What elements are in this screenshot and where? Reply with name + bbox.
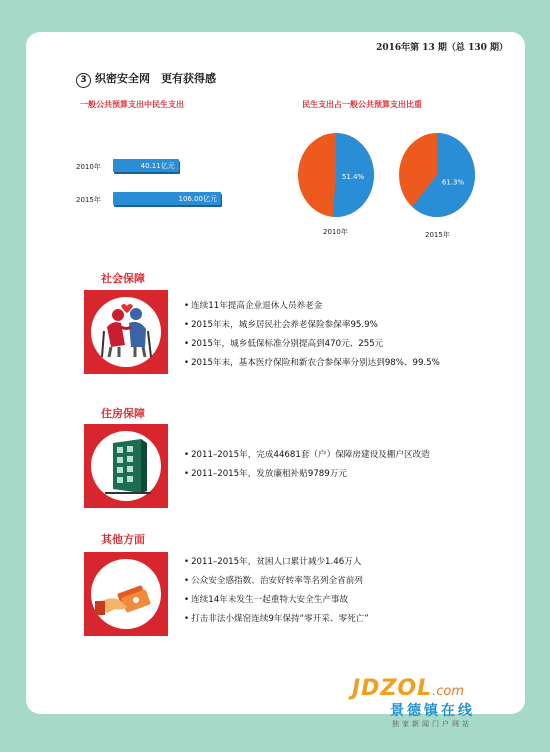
pie-year-2015: 2015年	[425, 231, 450, 239]
pie-2015	[395, 131, 479, 219]
elderly-couple-icon	[91, 297, 161, 367]
housing-icon-box	[84, 424, 168, 508]
category-title-social: 社会保障	[101, 272, 145, 285]
category-title-other: 其他方面	[101, 533, 145, 546]
building-icon	[91, 431, 161, 501]
bar-label-2010: 40.11亿元	[140, 162, 175, 170]
social-security-list	[184, 297, 440, 373]
watermark-domain: .com	[432, 684, 465, 699]
other-list	[184, 553, 369, 629]
bar-label-2015: 106.00亿元	[178, 195, 217, 203]
right-chart-subtitle: 民生支出占一般公共预算支出比重	[302, 100, 422, 109]
list-item: • 2015年末，基本医疗保险和新农合参保率分别达到98%、99.5%	[184, 354, 440, 373]
list-item: • 2015年末，城乡居民社会养老保险参保率95.9%	[184, 316, 440, 335]
section-title	[76, 70, 216, 88]
watermark-tagline: 独家新闻门户网站	[392, 720, 472, 728]
list-item: • 2015年，城乡低保标准分别提高到470元、255元	[184, 335, 440, 354]
page-card	[26, 32, 525, 714]
housing-list	[184, 446, 430, 484]
section-title-text: 织密安全网 更有获得感	[95, 72, 216, 85]
pie-label: 51.4%	[341, 172, 365, 181]
watermark-logo	[352, 676, 475, 728]
other-icon-box	[84, 552, 168, 636]
bar-2015	[113, 192, 221, 205]
section-number: 3	[76, 73, 91, 88]
left-chart-subtitle: 一般公共预算支出中民生支出	[80, 100, 184, 109]
bar-year-2015: 2015年	[76, 196, 101, 204]
bar-2010	[113, 159, 179, 172]
pie-2010	[294, 131, 378, 219]
hand-money-icon	[91, 559, 161, 629]
watermark-logo-text: JDZOL	[352, 676, 433, 701]
bar-year-2010: 2010年	[76, 163, 101, 171]
list-item: • 2011–2015年，完成44681套（户）保障房建设及棚户区改造	[184, 446, 430, 465]
category-title-housing: 住房保障	[101, 407, 145, 420]
list-item: • 2011–2015年，贫困人口累计减少1.46万人	[184, 553, 369, 572]
list-item: • 连续11年提高企业退休人员养老金	[184, 297, 440, 316]
list-item: • 打击非法小煤窑连续9年保持“零开采、零死亡”	[184, 610, 369, 629]
pie-year-2010: 2010年	[323, 228, 348, 236]
pie-label: 61.3%	[441, 178, 465, 187]
social-security-icon-box	[84, 290, 168, 374]
list-item: • 连续14年未发生一起重特大安全生产事故	[184, 591, 369, 610]
list-item: • 公众安全感指数、治安好转率等名列全省前列	[184, 572, 369, 591]
issue-number: 2016年第 13 期（总 130 期）	[376, 43, 508, 53]
watermark-site-name: 景德镇在线	[390, 703, 475, 719]
list-item: • 2011–2015年，发放廉租补贴9789万元	[184, 465, 430, 484]
